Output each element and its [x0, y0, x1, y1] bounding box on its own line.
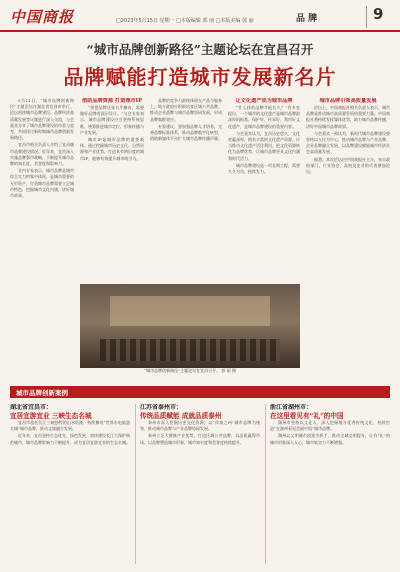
paragraph: 泰州市深入挖掘历史文化资源，以“祥泰之州”城市品牌为统领，推动城市品牌与产业品牌协同发展。 — [140, 420, 260, 432]
paragraph: “什么样的品牌才能长久？”有专家提出，一个城市的文化遗产是城市品牌最深厚的根基。保护好、传承好、利用好文化遗产，是城市品牌建设的重要内容。 — [228, 105, 300, 129]
paragraph: 与会嘉宾认为，宜昌历史悠久，文化底蕴深厚，拥有丰富的文化遗产资源。应当推动文化遗产活化利用，把文化资源转化为品牌优势，让城市品牌更具文化内涵和时代活力。 — [228, 130, 300, 161]
paragraph: “要把品牌这张名片擦亮，需要做好品牌的顶层设计。”与会专家表示，城市品牌建设应当坚持系统思维，统筹推进城市定位、形象传播与产业发展。 — [80, 105, 144, 135]
paragraph: 湖州以文明城市创建为抓手，推动全域文明提升，让有“礼”的城市形象深入人心，城市软实力不断增强。 — [270, 433, 390, 445]
forum-photo — [80, 284, 300, 368]
subheading: 借助品牌资源 打造城市IP — [81, 98, 142, 104]
case-title: 传统品质赋能 成就品质泰州 — [140, 412, 222, 420]
article-column-3 — [150, 98, 222, 280]
paragraph: 论坛上，中国商报社相关负责人表示，城市品牌是推动城市高质量发展的重要力量。中国商报社将持续发挥媒体优势，助力城市品牌传播，讲好中国城市品牌故事。 — [306, 105, 390, 129]
case-huzhou — [270, 404, 390, 566]
case-city: 湖北省宜昌市： — [10, 404, 53, 411]
case-city: 浙江省湖州市： — [270, 404, 313, 411]
page-number: 9 — [373, 5, 384, 23]
article-column-2 — [80, 98, 144, 280]
paragraph: 泰州立足大健康产业优势，打造区域公共品牌，以品质赢得市场，以品牌塑造城市形象，城市知名度和美誉度持续提升。 — [140, 433, 260, 445]
column-divider — [265, 404, 266, 564]
paragraph: 宜昌市相关负责人介绍了宜昌城市品牌建设情况。近年来，宜昌深入实施品牌强市战略，不断提升城市品牌的知名度、美誉度和影响力。 — [10, 142, 74, 167]
case-title: 宜居宜游宜业 三峡生态名城 — [10, 412, 92, 420]
case-city: 江苏省泰州市： — [140, 404, 183, 411]
section-banner-title: 城市品牌创新案例 — [16, 389, 68, 397]
stage-backdrop — [110, 296, 270, 326]
audience — [100, 339, 280, 361]
paragraph: 与会嘉宾一致认为，新时代城市品牌建设要坚持以人民为中心，推动城市品牌与产业品牌、企业品牌融合发展，以品牌建设赋能城市经济社会高质量发展。 — [306, 130, 390, 155]
paragraph: 品牌的竞争力最终体现在产品与服务上。地方政府应积极培育区域公共品牌，推动企业品牌与城市品牌协同发展，形成品牌集群效应。 — [150, 98, 222, 122]
article-column-1 — [10, 98, 74, 360]
issue-info: □2023年5月15日 星期一 □本版编辑 郭 丽 □本版美编 郭 丽 — [116, 18, 254, 24]
column-divider — [135, 404, 136, 564]
masthead-rule — [0, 30, 400, 32]
paragraph: 近年来，宜昌坚持生态优先、绿色发展，加快建设长江大保护典范城市，城市品牌影响力不断提升，成为宜居宜游宜业的生态名城。 — [10, 433, 130, 445]
article-headline: 品牌赋能打造城市发展新名片 — [63, 65, 337, 89]
case-taizhou — [140, 404, 260, 566]
paragraph: 据悉，本次论坛由中国商报社主办，来自政府部门、行业协会、高校及企业的代表参加论坛。 — [306, 156, 390, 175]
section-name: 品 牌 — [296, 14, 318, 24]
article-kicker: “城市品牌创新路径”主题论坛在宜昌召开 — [86, 42, 314, 57]
paragraph: 湖州市坚持以文化人，深入挖掘地方优秀传统文化，持续打造“在湖州看见美丽中国”城市品牌。 — [270, 420, 390, 432]
case-title: 在这里看见有“礼”的中国 — [270, 412, 344, 420]
paragraph: 城市IP是城市品牌的重要载体。通过挖掘城市历史文化、自然资源和产业优势，打造具有辨识度的城市IP，能够有效提升城市吸引力。 — [80, 137, 144, 161]
paragraph: 宜昌市依托长江三峡独特的山水资源，持续擦亮“世界水电旅游名城”城市品牌，推动文旅融合发展。 — [10, 420, 130, 432]
page-number-divider — [366, 6, 367, 28]
newspaper-logo: 中国商报 — [10, 8, 75, 26]
photo-caption: “城市品牌创新路径”主题论坛在宜昌召开。 郭 丽 摄 — [144, 368, 236, 373]
case-yichang — [10, 404, 130, 566]
subheading: 城市品牌引领高质量发展 — [319, 98, 377, 104]
subheading: 让文化遗产成为城市品牌 — [235, 98, 293, 104]
article-column-5 — [306, 98, 390, 360]
paragraph: 业内专家表示，城市品牌是城市综合实力的集中体现，是城市重要的无形资产，打造城市品牌需要立足城市特色，挖掘城市文化内涵，讲好城市故事。 — [10, 168, 74, 199]
paragraph: 5月11日，“城市品牌创新路径”主题论坛在湖北省宜昌市举行。论坛围绕城市品牌建设、品牌经济高质量发展等议题进行深入交流，与会嘉宾分享了城市品牌建设的经验与思考，共同探讨新时期城市品牌创新发展路径。 — [10, 98, 74, 141]
paragraph: 城市品牌建设是一项长期工程，需要久久为功、持续发力。 — [228, 162, 300, 175]
paragraph: 专家建议，要加强品牌人才培养，完善品牌标准体系，推动品牌数字化转型，借助新媒体平台扩大城市品牌传播声量。 — [150, 123, 222, 142]
